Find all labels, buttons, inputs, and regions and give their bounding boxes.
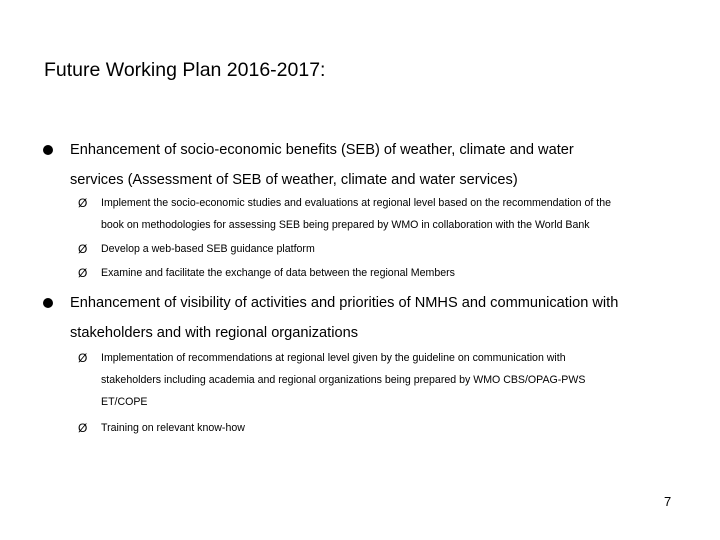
page-number: 7 xyxy=(664,494,672,509)
sub-item-line: Implementation of recommendations at regional level given by the guideline on communication with xyxy=(101,352,566,364)
bullet-line: services (Assessment of SEB of weather, climate and water services) xyxy=(70,172,518,188)
sub-item-line: stakeholders including academia and regional organizations being prepared by WMO CBS/OPAG-PWS xyxy=(101,374,586,386)
bullet-dot-icon xyxy=(43,298,53,308)
bullet-dot-icon xyxy=(43,145,53,155)
sub-item-text xyxy=(101,350,678,410)
arrow-bullet-icon: Ø xyxy=(78,421,88,435)
bullet-text xyxy=(70,139,683,191)
sub-item xyxy=(78,420,678,436)
sub-item xyxy=(78,241,678,257)
sub-item xyxy=(78,350,678,410)
sub-item-line: Develop a web-based SEB guidance platform xyxy=(101,243,315,255)
sub-item-line: book on methodologies for assessing SEB being prepared by WMO in collaboration with the World Bank xyxy=(101,219,590,231)
arrow-bullet-icon: Ø xyxy=(78,351,88,365)
sub-item-text xyxy=(101,420,678,436)
sub-item-line: ET/COPE xyxy=(101,396,148,408)
arrow-bullet-icon: Ø xyxy=(78,196,88,210)
sub-item xyxy=(78,195,678,233)
arrow-bullet-icon: Ø xyxy=(78,266,88,280)
sub-item-line: Training on relevant know-how xyxy=(101,422,245,434)
bullet-item xyxy=(43,292,683,344)
sub-item xyxy=(78,265,678,281)
sub-item-line: Implement the socio-economic studies and evaluations at regional level based on the recommendation of the xyxy=(101,197,611,209)
slide-title: Future Working Plan 2016-2017: xyxy=(44,59,326,81)
sub-item-text xyxy=(101,265,678,281)
sub-item-line: Examine and facilitate the exchange of data between the regional Members xyxy=(101,267,455,279)
bullet-line: Enhancement of socio-economic benefits (SEB) of weather, climate and water xyxy=(70,142,574,158)
sub-item-text xyxy=(101,241,678,257)
arrow-bullet-icon: Ø xyxy=(78,242,88,256)
bullet-item xyxy=(43,139,683,191)
bullet-line: stakeholders and with regional organizations xyxy=(70,325,358,341)
bullet-line: Enhancement of visibility of activities and priorities of NMHS and communication with xyxy=(70,295,619,311)
bullet-text xyxy=(70,292,683,344)
sub-item-text xyxy=(101,195,678,233)
